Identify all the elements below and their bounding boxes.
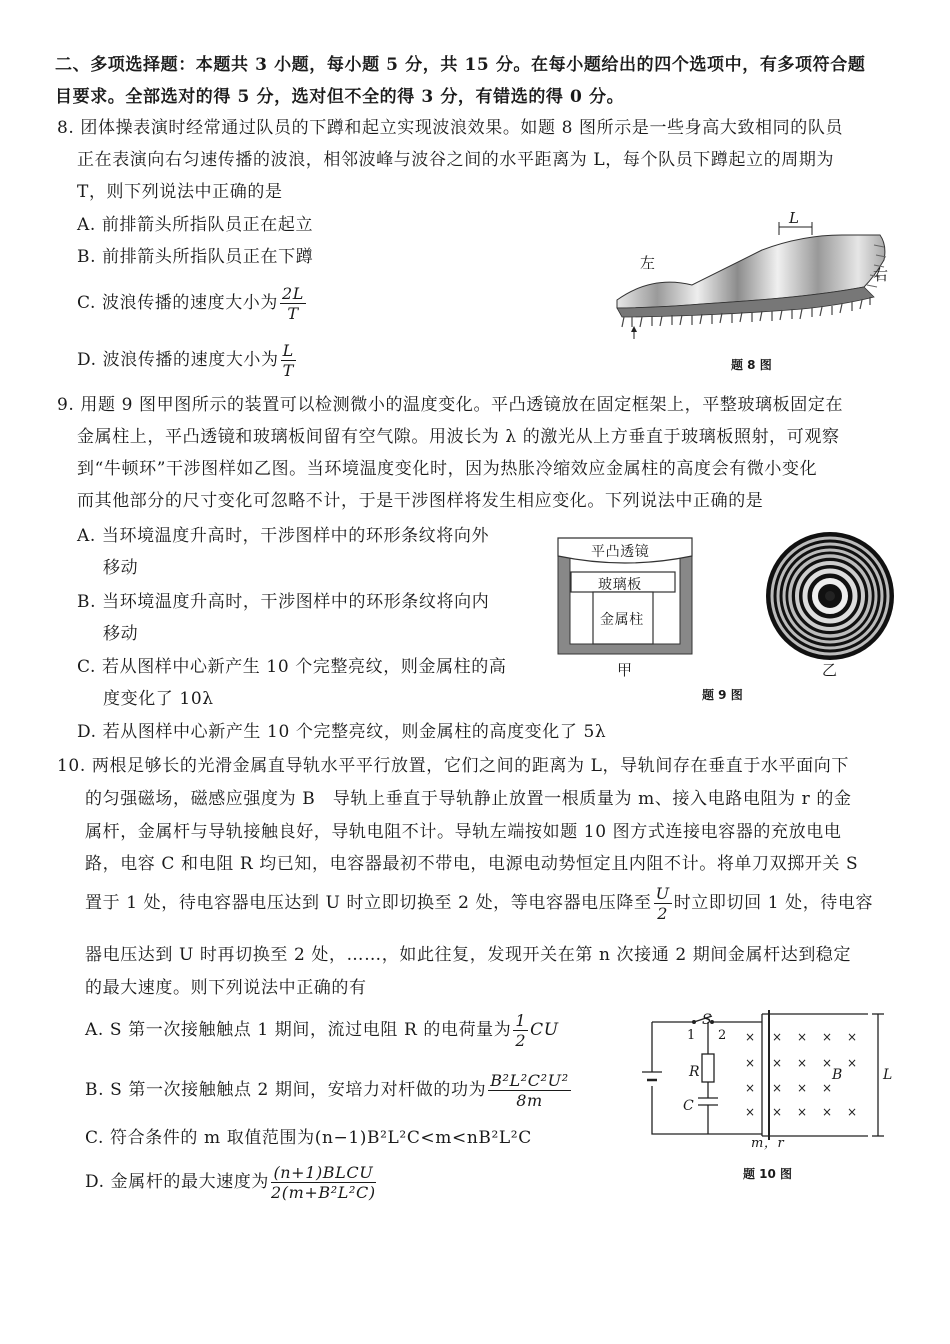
svg-text:×: × (822, 1081, 833, 1095)
q10-stem-line6: 器电压达到 U 时再切换至 2 处，……，如此往复，发现开关在第 n 次接通 2 期间金属杆达到稳定 (85, 945, 852, 965)
svg-text:×: × (847, 1105, 858, 1119)
section-header-line1: 二、多项选择题：本题共 3 小题，每小题 5 分，共 15 分。在每小题给出的四个选项中，有多项符合题 (55, 55, 866, 75)
q8-stem-line2: 正在表演向右匀速传播的波浪，相邻波峰与波谷之间的水平距离为 L，每个队员下蹲起立的周期为 (77, 150, 835, 170)
svg-text:×: × (822, 1105, 833, 1119)
q8-option-b: B. 前排箭头所指队员正在下蹲 (77, 247, 314, 267)
q10-label-B: B (832, 1067, 843, 1083)
q9-option-d: D. 若从图样中心新产生 10 个完整亮纹，则金属柱的高度变化了 5λ (77, 722, 607, 742)
svg-text:×: × (772, 1105, 783, 1119)
svg-text:×: × (822, 1056, 833, 1070)
q10-option-a-fraction: $\frac{1}{2}$ (515, 1011, 527, 1050)
q10-stem-line4: 路，电容 C 和电阻 R 均已知，电容器最初不带电，电源电动势恒定且内阻不计。将单刀双掷开关 S (85, 854, 859, 874)
q9-option-b-line1: B. 当环境温度升高时，干涉图样中的环形条纹将向内 (77, 592, 490, 612)
svg-text:×: × (847, 1030, 858, 1044)
q9-stem-line4: 而其他部分的尺寸变化可忽略不计，于是干涉图样将发生相应变化。下列说法中正确的是 (77, 491, 764, 511)
q10-circuit-figure (636, 1010, 898, 1140)
svg-text:×: × (745, 1056, 756, 1070)
q8-option-c: C. 波浪传播的速度大小为 $\frac{2L}{T}$ (77, 284, 305, 323)
svg-text:×: × (822, 1030, 833, 1044)
svg-text:×: × (745, 1105, 756, 1119)
q8-wave-figure (612, 205, 897, 345)
q8-stem-line1: 8. 团体操表演时经常通过队员的下蹲和起立实现波浪效果。如题 8 图所示是一些身高大致相同的队员 (57, 118, 844, 138)
q8-label-right: 右 (873, 266, 889, 284)
q9-option-b-line2: 移动 (103, 624, 139, 644)
q10-stem-line2: 的匀强磁场，磁感应强度为 B 导轨上垂直于导轨静止放置一根质量为 m、接入电路电阻为 r 的金 (85, 789, 852, 809)
q9-label-lens: 平凸透镜 (591, 544, 650, 560)
q9-option-c-line2: 度变化了 10λ (103, 689, 214, 709)
q10-stem-fraction: $\frac{U}{2}$ (655, 884, 670, 923)
q10-option-b-fraction: $\frac{\text{B²L²C²U²}}{8m}$ (490, 1071, 569, 1110)
q9-newton-rings-figure (765, 531, 895, 661)
svg-text:×: × (772, 1056, 783, 1070)
q8-option-c-fraction: $\frac{2L}{T}$ (282, 284, 305, 323)
q9-label-jia: 甲 (617, 661, 633, 679)
q9-caption: 题 9 图 (702, 688, 743, 702)
q10-stem-line1: 10. 两根足够长的光滑金属直导轨水平平行放置，它们之间的距离为 L，导轨间存在垂直于水平面向下 (57, 756, 849, 776)
q10-label-1: 1 (687, 1028, 696, 1043)
q10-label-mr: m，r (751, 1136, 785, 1151)
q9-stem-line3: 到“牛顿环”干涉图样如乙图。当环境温度变化时，因为热胀冷缩效应金属柱的高度会有微小变化 (77, 459, 818, 479)
q9-label-metal: 金属柱 (600, 612, 644, 628)
q9-option-c-line1: C. 若从图样中心新产生 10 个完整亮纹，则金属柱的高 (77, 657, 507, 677)
q10-option-c: C. 符合条件的 m 取值范围为(n−1)B²L²C<m<nB²L²C (85, 1128, 532, 1148)
svg-text:×: × (797, 1030, 808, 1044)
q10-label-R: R (689, 1064, 701, 1080)
q8-option-d-fraction: $\frac{L}{T}$ (282, 341, 294, 380)
q10-caption: 题 10 图 (743, 1167, 793, 1181)
q9-label-glass: 玻璃板 (598, 577, 642, 593)
q8-option-d: D. 波浪传播的速度大小为 $\frac{L}{T}$ (77, 341, 294, 380)
q10-label-L: L (883, 1067, 893, 1083)
q9-stem-line1: 9. 用题 9 图甲图所示的装置可以检测微小的温度变化。平凸透镜放在固定框架上，平整玻璃板固定在 (57, 395, 844, 415)
q10-option-d-fraction: $\frac{\text{(n+1)BLCU}}{\text{2(m+B²L²C)}}$ (271, 1163, 376, 1202)
q10-stem-line5: 置于 1 处，待电容器电压达到 U 时立即切换至 2 处，等电容器电压降至 $\frac{U}{2}$ 时立即切回 1 处，待电容 (85, 884, 874, 923)
svg-text:×: × (797, 1105, 808, 1119)
svg-text:×: × (772, 1030, 783, 1044)
q10-label-S: S (702, 1012, 713, 1028)
q9-option-a-line1: A. 当环境温度升高时，干涉图样中的环形条纹将向外 (77, 526, 490, 546)
svg-text:×: × (797, 1056, 808, 1070)
svg-text:×: × (745, 1030, 756, 1044)
q8-option-a: A. 前排箭头所指队员正在起立 (77, 215, 314, 235)
q10-option-a: A. S 第一次接触触点 1 期间，流过电阻 R 的电荷量为 $\frac{1}{2}$ CU (85, 1011, 559, 1050)
q8-caption: 题 8 图 (731, 358, 772, 372)
q9-label-yi: 乙 (822, 661, 838, 679)
svg-text:×: × (772, 1081, 783, 1095)
q10-label-2: 2 (718, 1028, 727, 1043)
q10-option-b: B. S 第一次接触触点 2 期间，安培力对杆做的功为 $\frac{\text{B²L²C²U²}}{8m}$ (85, 1071, 569, 1110)
q9-option-a-line2: 移动 (103, 558, 139, 578)
q8-label-L: L (789, 209, 800, 227)
q8-label-left: 左 (640, 254, 656, 272)
q10-stem-line7: 的最大速度。则下列说法中正确的有 (85, 978, 367, 998)
q10-stem-line3: 属杆，金属杆与导轨接触良好，导轨电阻不计。导轨左端按如题 10 图方式连接电容器的充放电电 (85, 822, 842, 842)
q10-option-d: D. 金属杆的最大速度为 $\frac{\text{(n+1)BLCU}}{\text{2(m+B²L²C)}}$ (85, 1163, 376, 1202)
svg-text:×: × (847, 1056, 858, 1070)
section-header-line2: 目要求。全部选对的得 5 分，选对但不全的得 3 分，有错选的得 0 分。 (55, 87, 625, 107)
q10-label-C: C (683, 1098, 695, 1114)
q8-stem-line3: T，则下列说法中正确的是 (77, 182, 283, 202)
svg-text:×: × (745, 1081, 756, 1095)
q9-stem-line2: 金属柱上，平凸透镜和玻璃板间留有空气隙。用波长为 λ 的激光从上方垂直于玻璃板照射，可观察 (77, 427, 840, 447)
svg-text:×: × (797, 1081, 808, 1095)
